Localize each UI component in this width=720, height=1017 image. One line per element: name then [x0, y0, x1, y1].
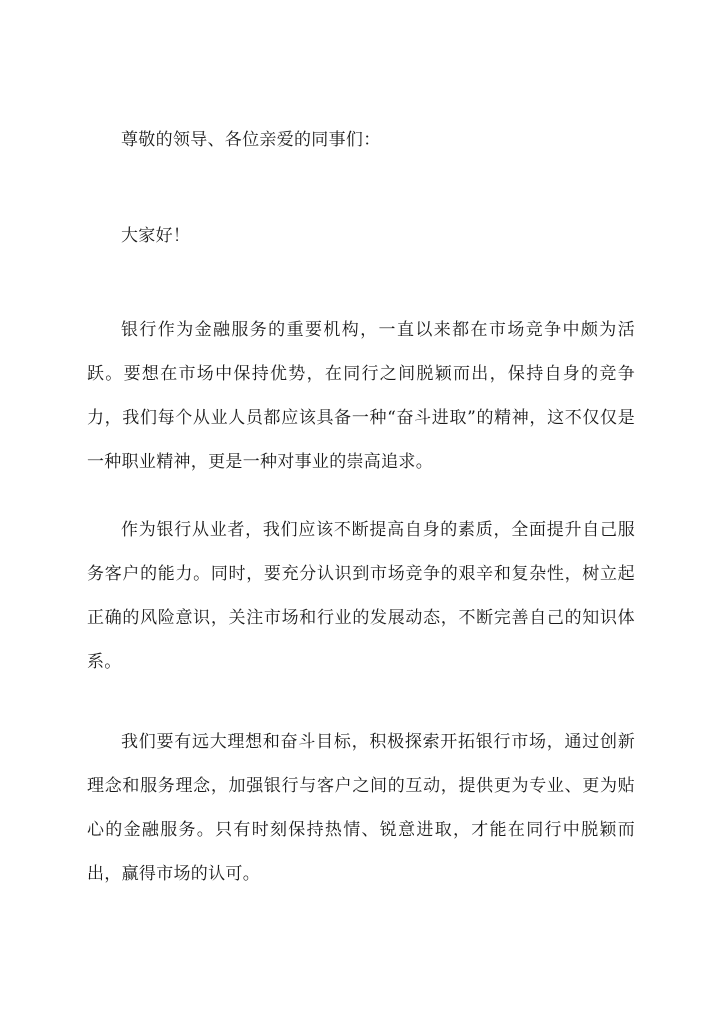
paragraph-3: 我们要有远大理想和奋斗目标，积极探索开拓银行市场，通过创新理念和服务理念，加强银行与客户之间的互动，提供更为专业、更为贴心的金融服务。只有时刻保持热情、锐意进取，才能在同行中脱颖而出，赢得市场的认可。 [87, 732, 635, 884]
paragraph-2: 作为银行从业者，我们应该不断提高自身的素质，全面提升自己服务客户的能力。同时，要充分认识到市场竞争的艰辛和复杂性，树立起正确的风险意识，关注市场和行业的发展动态，不断完善自己的知识体系。 [87, 520, 635, 672]
hello-line: 大家好！ [121, 226, 191, 246]
paragraph-1: 银行作为金融服务的重要机构，一直以来都在市场竞争中颇为活跃。要想在市场中保持优势，在同行之间脱颖而出，保持自身的竞争力，我们每个从业人员都应该具备一种“奋斗进取”的精神，这不仅仅是一种职业精神，更是一种对事业的崇高追求。 [87, 320, 635, 472]
greeting-line: 尊敬的领导、各位亲爱的同事们： [121, 130, 381, 150]
